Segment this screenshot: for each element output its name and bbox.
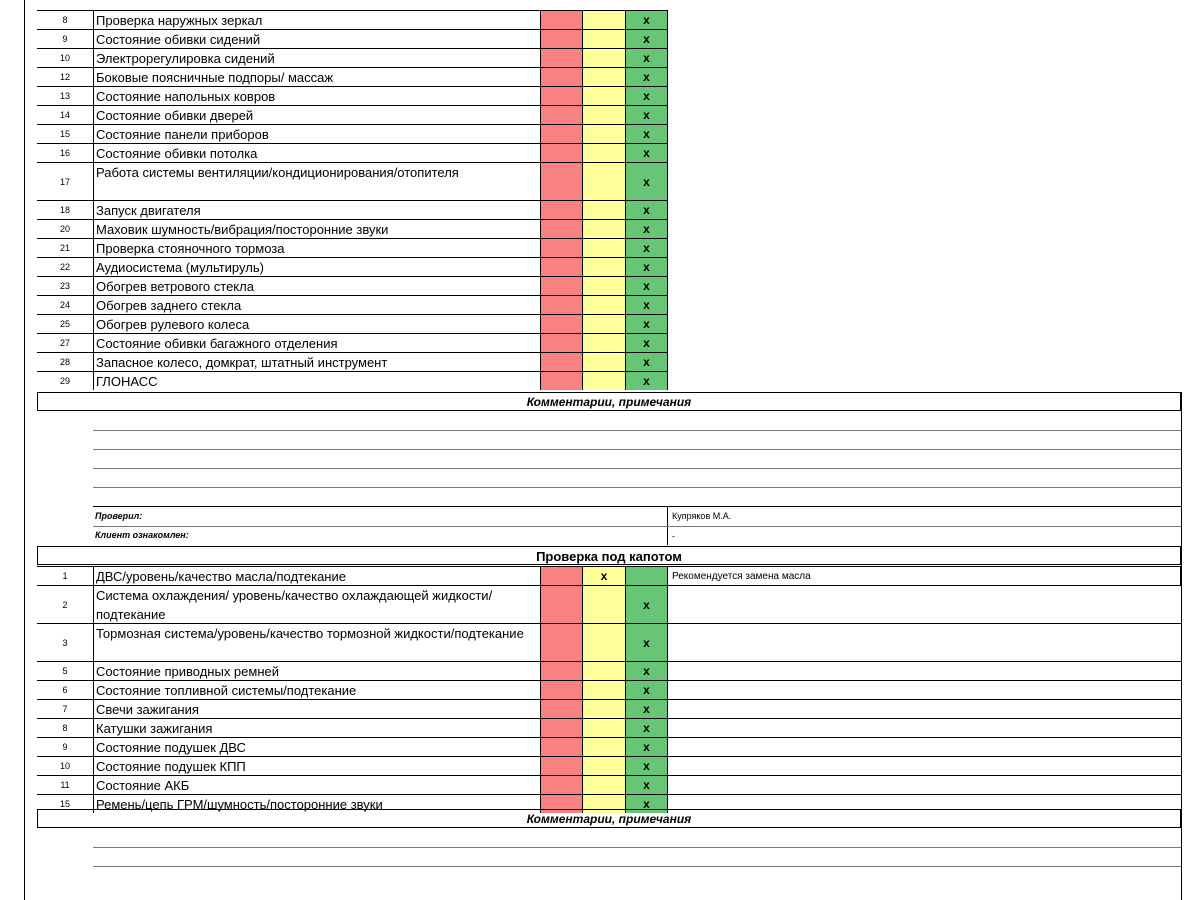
- status-cell-yellow[interactable]: [582, 277, 625, 295]
- row-number: 17: [59, 177, 70, 187]
- status-cell-green[interactable]: [625, 68, 668, 86]
- status-cell-yellow[interactable]: [582, 68, 625, 86]
- row-number: 10: [59, 761, 70, 771]
- row-check-name: ГЛОНАСС: [93, 372, 540, 390]
- comment-line: [93, 449, 1181, 450]
- row-check-name: Проверка стояночного тормоза: [93, 239, 540, 257]
- checklist-row: [37, 333, 668, 352]
- status-cell-green[interactable]: [625, 567, 668, 585]
- row-check-name: Обогрев ветрового стекла: [93, 277, 540, 295]
- status-cell-yellow[interactable]: [582, 201, 625, 219]
- status-cell-yellow[interactable]: [582, 334, 625, 352]
- row-comment: [668, 738, 1181, 756]
- status-cell-red[interactable]: [540, 662, 582, 680]
- checklist-row: [37, 276, 668, 295]
- status-cell-yellow[interactable]: [582, 372, 625, 390]
- check-mark-icon: х: [643, 203, 650, 217]
- row-number: 27: [59, 338, 70, 348]
- status-cell-red[interactable]: [540, 776, 582, 794]
- check-mark-icon: х: [643, 778, 650, 792]
- status-cell-red[interactable]: [540, 125, 582, 143]
- row-number: 8: [62, 723, 68, 733]
- checklist-row: [37, 162, 668, 200]
- checklist-row: [37, 623, 1181, 661]
- status-cell-red[interactable]: [540, 87, 582, 105]
- status-cell-yellow[interactable]: [582, 239, 625, 257]
- status-cell-green[interactable]: [625, 144, 668, 162]
- comment-line: [93, 468, 1181, 469]
- row-check-name: Боковые поясничные подпоры/ массаж: [93, 68, 540, 86]
- row-number: 1: [62, 571, 68, 581]
- row-comment: [668, 719, 1181, 737]
- row-comment: [668, 586, 1181, 623]
- check-mark-icon: х: [643, 32, 650, 46]
- check-mark-icon: х: [643, 222, 650, 236]
- status-cell-yellow[interactable]: [582, 258, 625, 276]
- status-cell-yellow[interactable]: [582, 106, 625, 124]
- status-cell-red[interactable]: [540, 719, 582, 737]
- client-ack-value: -: [672, 531, 675, 541]
- row-number: 20: [59, 224, 70, 234]
- status-cell-yellow[interactable]: [582, 353, 625, 371]
- status-cell-yellow[interactable]: [582, 163, 625, 200]
- row-comment: [668, 662, 1181, 680]
- checklist-row: [37, 718, 1181, 737]
- status-cell-green[interactable]: [625, 681, 668, 699]
- row-check-name: Состояние панели приборов: [93, 125, 540, 143]
- status-cell-green[interactable]: [625, 738, 668, 756]
- status-cell-yellow[interactable]: [582, 11, 625, 29]
- status-cell-yellow[interactable]: [582, 700, 625, 718]
- check-mark-icon: х: [643, 597, 650, 612]
- row-check-name: ДВС/уровень/качество масла/подтекание: [93, 567, 540, 585]
- status-cell-yellow[interactable]: [582, 87, 625, 105]
- row-check-name: Система охлаждения/ уровень/качество охлаждающей жидкости/подтекание: [93, 586, 540, 623]
- row-check-name: Состояние напольных ковров: [93, 87, 540, 105]
- checked-by-value: Купряков М.А.: [672, 511, 732, 521]
- row-number: 2: [62, 600, 68, 610]
- row-number: 18: [59, 205, 70, 215]
- comment-line: [93, 487, 1181, 488]
- status-cell-yellow[interactable]: [582, 144, 625, 162]
- row-check-name: Катушки зажигания: [93, 719, 540, 737]
- check-mark-icon: х: [643, 635, 650, 650]
- status-cell-green[interactable]: [625, 353, 668, 371]
- row-check-name: Электрорегулировка сидений: [93, 49, 540, 67]
- status-cell-green[interactable]: [625, 776, 668, 794]
- checklist-row: [37, 756, 1181, 775]
- status-cell-green[interactable]: [625, 662, 668, 680]
- check-mark-icon: х: [643, 13, 650, 27]
- row-comment: [668, 624, 1181, 661]
- check-mark-icon: х: [643, 355, 650, 369]
- row-number: 21: [59, 243, 70, 253]
- check-mark-icon: х: [643, 797, 650, 811]
- checklist-row: [37, 67, 668, 86]
- check-mark-icon: х: [643, 317, 650, 331]
- row-comment: Рекомендуется замена масла: [668, 567, 1181, 586]
- row-check-name: Обогрев рулевого колеса: [93, 315, 540, 333]
- page-left-border: [24, 0, 25, 900]
- row-check-name: Свечи зажигания: [93, 700, 540, 718]
- check-mark-icon: х: [643, 127, 650, 141]
- row-number: 7: [62, 704, 68, 714]
- checklist-row: [37, 48, 668, 67]
- check-mark-icon: х: [643, 664, 650, 678]
- row-check-name: Состояние подушек ДВС: [93, 738, 540, 756]
- status-cell-yellow[interactable]: [582, 624, 625, 661]
- check-mark-icon: х: [643, 89, 650, 103]
- status-cell-red[interactable]: [540, 239, 582, 257]
- check-mark-icon: х: [643, 260, 650, 274]
- comment-line: [93, 506, 1181, 507]
- status-cell-green[interactable]: [625, 334, 668, 352]
- status-cell-red[interactable]: [540, 163, 582, 200]
- check-mark-icon: х: [643, 298, 650, 312]
- comment-line: [93, 847, 1181, 848]
- status-cell-yellow[interactable]: [582, 586, 625, 623]
- status-cell-red[interactable]: [540, 220, 582, 238]
- row-number: 13: [59, 91, 70, 101]
- checklist-row: [37, 352, 668, 371]
- status-cell-yellow[interactable]: [582, 738, 625, 756]
- under-hood-title: Проверка под капотом: [37, 546, 1181, 565]
- check-mark-icon: х: [643, 374, 650, 388]
- status-cell-red[interactable]: [540, 700, 582, 718]
- row-number: 5: [62, 666, 68, 676]
- checklist-row: [37, 737, 1181, 756]
- status-cell-yellow[interactable]: [582, 30, 625, 48]
- checklist-row: [37, 775, 1181, 794]
- status-cell-green[interactable]: [625, 372, 668, 390]
- client-ack-label: Клиент ознакомлен:: [95, 530, 189, 540]
- row-number: 12: [59, 72, 70, 82]
- check-mark-icon: х: [643, 241, 650, 255]
- status-cell-red[interactable]: [540, 258, 582, 276]
- status-cell-green[interactable]: [625, 220, 668, 238]
- comment-line: [93, 866, 1181, 867]
- status-cell-red[interactable]: [540, 296, 582, 314]
- status-cell-yellow[interactable]: [582, 315, 625, 333]
- checklist-row: [37, 124, 668, 143]
- row-check-name: Аудиосистема (мультируль): [93, 258, 540, 276]
- status-cell-green[interactable]: [625, 239, 668, 257]
- row-number: 29: [59, 376, 70, 386]
- status-cell-green[interactable]: [625, 700, 668, 718]
- checked-by-label: Проверил:: [95, 511, 143, 521]
- status-cell-red[interactable]: [540, 277, 582, 295]
- row-check-name: Состояние обивки потолка: [93, 144, 540, 162]
- status-cell-yellow[interactable]: [582, 757, 625, 775]
- row-check-name: Состояние обивки сидений: [93, 30, 540, 48]
- check-mark-icon: х: [643, 702, 650, 716]
- status-cell-red[interactable]: [540, 586, 582, 623]
- status-cell-yellow[interactable]: [582, 719, 625, 737]
- status-cell-red[interactable]: [540, 201, 582, 219]
- checklist-row: [37, 219, 668, 238]
- status-cell-red[interactable]: [540, 68, 582, 86]
- status-cell-green[interactable]: [625, 315, 668, 333]
- status-cell-green[interactable]: [625, 125, 668, 143]
- row-comment: [668, 700, 1181, 718]
- row-comment: [668, 681, 1181, 699]
- status-cell-green[interactable]: [625, 11, 668, 29]
- status-cell-green[interactable]: [625, 296, 668, 314]
- status-cell-red[interactable]: [540, 106, 582, 124]
- row-check-name: Обогрев заднего стекла: [93, 296, 540, 314]
- check-mark-icon: х: [600, 569, 608, 583]
- status-cell-green[interactable]: [625, 258, 668, 276]
- check-mark-icon: х: [643, 174, 650, 189]
- comment-line: [93, 430, 1181, 431]
- row-number: 9: [62, 742, 68, 752]
- sig-line: [93, 526, 1181, 527]
- row-check-name: Проверка наружных зеркал: [93, 11, 540, 29]
- checklist-row: [37, 10, 668, 29]
- status-cell-green[interactable]: [625, 106, 668, 124]
- status-cell-red[interactable]: [540, 681, 582, 699]
- status-cell-red[interactable]: [540, 372, 582, 390]
- check-mark-icon: х: [643, 108, 650, 122]
- status-cell-red[interactable]: [540, 30, 582, 48]
- status-cell-green[interactable]: [625, 719, 668, 737]
- row-check-name: Ремень/цепь ГРМ/шумность/посторонние звуки: [93, 795, 540, 813]
- status-cell-red[interactable]: [540, 624, 582, 661]
- status-cell-red[interactable]: [540, 11, 582, 29]
- checklist-row: [37, 257, 668, 276]
- row-check-name: Запасное колесо, домкрат, штатный инструмент: [93, 353, 540, 371]
- status-cell-red[interactable]: [540, 49, 582, 67]
- row-number: 11: [60, 780, 70, 790]
- status-cell-red[interactable]: [540, 315, 582, 333]
- comments-title: Комментарии, примечания: [37, 392, 1181, 411]
- status-cell-yellow[interactable]: [582, 662, 625, 680]
- status-cell-red[interactable]: [540, 567, 582, 585]
- checklist-row: [37, 200, 668, 219]
- row-number: 23: [59, 281, 70, 291]
- check-mark-icon: х: [643, 740, 650, 754]
- checklist-row: [37, 314, 668, 333]
- row-number: 25: [59, 319, 70, 329]
- checklist-row: [37, 680, 1181, 699]
- status-cell-red[interactable]: [540, 757, 582, 775]
- checklist-row: [37, 29, 668, 48]
- checklist-row: [37, 661, 1181, 680]
- row-check-name: Состояние обивки багажного отделения: [93, 334, 540, 352]
- row-check-name: Состояние топливной системы/подтекание: [93, 681, 540, 699]
- status-cell-green[interactable]: [625, 277, 668, 295]
- status-cell-yellow[interactable]: [582, 49, 625, 67]
- checklist-row: [37, 86, 668, 105]
- checklist-row: [37, 105, 668, 124]
- checklist-row: [37, 585, 1181, 623]
- status-cell-red[interactable]: [540, 738, 582, 756]
- status-cell-green[interactable]: [625, 87, 668, 105]
- checklist-row: [37, 566, 1181, 585]
- check-mark-icon: х: [643, 279, 650, 293]
- status-cell-green[interactable]: [625, 163, 668, 200]
- row-comment: [668, 757, 1181, 775]
- status-cell-yellow[interactable]: [582, 125, 625, 143]
- row-check-name: Состояние АКБ: [93, 776, 540, 794]
- check-mark-icon: х: [643, 759, 650, 773]
- check-mark-icon: х: [643, 146, 650, 160]
- row-number: 3: [62, 638, 68, 648]
- status-cell-green[interactable]: [625, 757, 668, 775]
- check-mark-icon: х: [643, 336, 650, 350]
- status-cell-red[interactable]: [540, 144, 582, 162]
- status-cell-red[interactable]: [540, 353, 582, 371]
- checklist-row: [37, 143, 668, 162]
- checklist-row: [37, 238, 668, 257]
- check-mark-icon: х: [643, 70, 650, 84]
- row-check-name: Работа системы вентиляции/кондиционирования/отопителя: [93, 163, 540, 200]
- row-number: 10: [59, 53, 70, 63]
- status-cell-green[interactable]: [625, 30, 668, 48]
- row-number: 6: [62, 685, 68, 695]
- row-number: 15: [59, 129, 70, 139]
- row-number: 8: [62, 15, 68, 25]
- row-number: 24: [59, 300, 70, 310]
- row-check-name: Состояние обивки дверей: [93, 106, 540, 124]
- comments-title-2: Комментарии, примечания: [37, 809, 1181, 828]
- row-number: 14: [59, 110, 70, 120]
- status-cell-yellow[interactable]: [582, 681, 625, 699]
- status-cell-yellow[interactable]: [582, 296, 625, 314]
- status-cell-red[interactable]: [540, 334, 582, 352]
- status-cell-yellow[interactable]: [582, 220, 625, 238]
- checklist-row: [37, 699, 1181, 718]
- row-number: 15: [59, 799, 70, 809]
- row-number: 16: [59, 148, 70, 158]
- status-cell-yellow[interactable]: [582, 567, 625, 585]
- page-right-border: [1181, 392, 1182, 900]
- row-number: 28: [59, 357, 70, 367]
- row-check-name: Запуск двигателя: [93, 201, 540, 219]
- status-cell-yellow[interactable]: [582, 776, 625, 794]
- check-mark-icon: х: [643, 683, 650, 697]
- row-number: 22: [59, 262, 70, 272]
- row-check-name: Тормозная система/уровень/качество тормозной жидкости/подтекание: [93, 624, 540, 661]
- check-mark-icon: х: [643, 721, 650, 735]
- check-mark-icon: х: [643, 51, 650, 65]
- status-cell-green[interactable]: [625, 201, 668, 219]
- row-comment: [668, 776, 1181, 794]
- checklist-row: [37, 371, 668, 390]
- status-cell-green[interactable]: [625, 586, 668, 623]
- checklist-row: [37, 295, 668, 314]
- row-number: 9: [62, 34, 68, 44]
- status-cell-green[interactable]: [625, 624, 668, 661]
- status-cell-green[interactable]: [625, 49, 668, 67]
- row-check-name: Состояние приводных ремней: [93, 662, 540, 680]
- row-check-name: Маховик шумность/вибрация/посторонние звуки: [93, 220, 540, 238]
- row-check-name: Состояние подушек КПП: [93, 757, 540, 775]
